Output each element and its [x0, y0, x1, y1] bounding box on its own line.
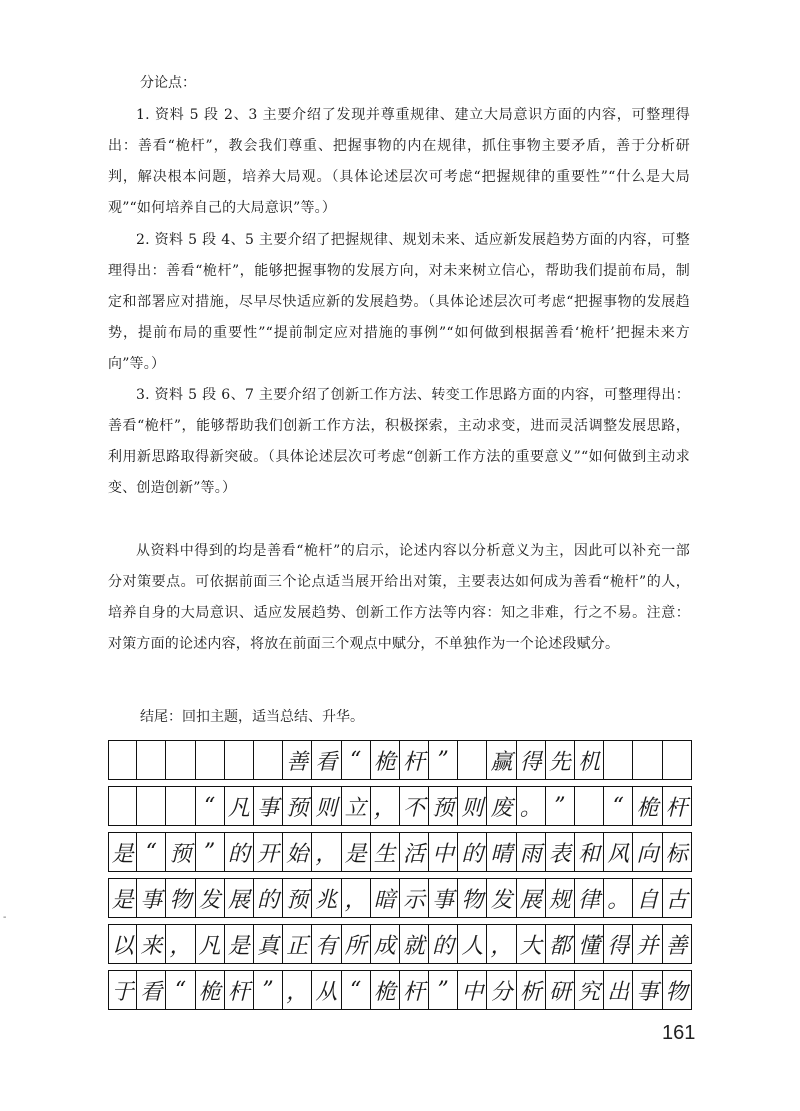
grid-cell: 事	[633, 971, 662, 1009]
grid-cell	[137, 787, 166, 825]
grid-cell: 成	[371, 925, 400, 963]
grid-cell: 立	[342, 787, 371, 825]
grid-cell: ，	[487, 925, 516, 963]
grid-cell: “	[604, 787, 633, 825]
paragraph-point-1: 1. 资料 5 段 2、3 主要介绍了发现并尊重规律、建立大局意识方面的内容，可整理得出：善看“桅杆”，教会我们尊重、把握事物的内在规律，抓住事物主要矛盾，善于分析研判，解决根本问题，培养大局观。（具体论述层次可考虑“把握规律的重要性”“什么是大局观”“如何培养自己的大局意识”等。）	[108, 107, 690, 216]
grid-cell: 不	[400, 787, 429, 825]
grid-cell: 究	[575, 971, 604, 1009]
grid-cell: 物	[458, 879, 487, 917]
grid-cell: 发	[487, 879, 516, 917]
grid-cell	[166, 741, 195, 779]
grid-cell: 示	[400, 879, 429, 917]
ending-line: 结尾：回扣主题，适当总结、升华。	[140, 709, 364, 725]
grid-cell: 预	[429, 787, 458, 825]
grid-cell: 先	[546, 741, 575, 779]
grid-cell: 并	[633, 925, 662, 963]
grid-cell: 看	[137, 971, 166, 1009]
grid-cell: 杆	[400, 741, 429, 779]
grid-cell: 和	[575, 833, 604, 871]
grid-cell	[108, 787, 137, 825]
grid-cell: 是	[225, 925, 254, 963]
grid-cell: ”	[546, 787, 575, 825]
grid-cell: 凡	[196, 925, 225, 963]
page-number: 161	[662, 1022, 696, 1044]
grid-cell: 分	[487, 971, 516, 1009]
grid-cell: 真	[254, 925, 283, 963]
grid-cell: 发	[196, 879, 225, 917]
grid-cell: 的	[458, 833, 487, 871]
grid-cell: ”	[196, 833, 225, 871]
grid-cell: 都	[546, 925, 575, 963]
grid-cell: 事	[429, 879, 458, 917]
grid-cell: 赢	[487, 741, 516, 779]
grid-cell: 物	[663, 971, 692, 1009]
grid-cell: 预	[283, 879, 312, 917]
grid-cell: 开	[254, 833, 283, 871]
grid-cell	[137, 741, 166, 779]
paragraph-point-2: 2. 资料 5 段 4、5 主要介绍了把握规律、规划未来、适应新发展趋势方面的内容，可整理得出：善看“桅杆”，能够把握事物的发展方向，对未来树立信心，帮助我们提前布局，制定和部署应对措施，尽早尽快适应新的发展趋势。（具体论述层次可考虑“把握事物的发展趋势，提前布局的重要性”“提前制定应对措施的事例”“如何做到根据善看‘桅杆’把握未来方向”等。）	[108, 232, 690, 372]
grid-cell: 兆	[312, 879, 341, 917]
grid-row	[108, 786, 692, 826]
grid-cell	[663, 741, 692, 779]
grid-cell: 有	[312, 925, 341, 963]
grid-cell: 展	[517, 879, 546, 917]
grid-cell: 就	[400, 925, 429, 963]
grid-cell: 标	[663, 833, 692, 871]
heading-sub-arguments: 分论点：	[140, 75, 196, 91]
grid-cell: ”	[429, 971, 458, 1009]
grid-cell: 中	[458, 971, 487, 1009]
grid-cell: 得	[604, 925, 633, 963]
grid-cell	[108, 741, 137, 779]
grid-cell	[604, 741, 633, 779]
grid-cell: “	[137, 833, 166, 871]
grid-cell: 桅	[371, 741, 400, 779]
grid-cell: 活	[400, 833, 429, 871]
grid-cell: 懂	[575, 925, 604, 963]
grid-cell: 的	[225, 833, 254, 871]
grid-cell: 凡	[225, 787, 254, 825]
grid-cell: 桅	[371, 971, 400, 1009]
grid-cell	[196, 741, 225, 779]
grid-cell: 则	[312, 787, 341, 825]
grid-cell: 中	[429, 833, 458, 871]
grid-cell: 物	[166, 879, 195, 917]
grid-cell: 的	[429, 925, 458, 963]
grid-cell: “	[342, 741, 371, 779]
grid-cell: 善	[283, 741, 312, 779]
grid-cell: 桅	[196, 971, 225, 1009]
grid-row	[108, 970, 692, 1010]
grid-cell: 析	[517, 971, 546, 1009]
grid-cell: 人	[458, 925, 487, 963]
grid-cell: 是	[108, 879, 137, 917]
grid-cell: 研	[546, 971, 575, 1009]
grid-cell: 向	[633, 833, 662, 871]
grid-cell: 所	[342, 925, 371, 963]
grid-cell: 杆	[225, 971, 254, 1009]
grid-cell: ”	[429, 741, 458, 779]
grid-cell: 从	[312, 971, 341, 1009]
grid-cell: 事	[254, 787, 283, 825]
margin-mark: -	[3, 912, 7, 923]
grid-cell: ，	[312, 833, 341, 871]
grid-cell: 古	[663, 879, 692, 917]
grid-row	[108, 878, 692, 918]
grid-row	[108, 924, 692, 964]
grid-cell	[225, 741, 254, 779]
grid-cell: 始	[283, 833, 312, 871]
grid-cell: 雨	[517, 833, 546, 871]
grid-cell: 是	[342, 833, 371, 871]
grid-cell: 自	[633, 879, 662, 917]
paragraph-countermeasures: 从资料中得到的均是善看“桅杆”的启示，论述内容以分析意义为主，因此可以补充一部分对策要点。可依据前面三个论点适当展开给出对策，主要表达如何成为善看“桅杆”的人，培养自身的大局意识、适应发展趋势、创新工作方法等内容：知之非难，行之不易。注意：对策方面的论述内容，将放在前面三个观点中赋分，不单独作为一个论述段赋分。	[108, 543, 690, 652]
grid-cell: 善	[663, 925, 692, 963]
grid-row	[108, 832, 692, 872]
grid-cell: ，	[371, 787, 400, 825]
grid-cell	[458, 741, 487, 779]
grid-cell: 杆	[663, 787, 692, 825]
grid-cell: “	[196, 787, 225, 825]
grid-cell: 大	[517, 925, 546, 963]
grid-cell: 。	[517, 787, 546, 825]
grid-cell: ，	[342, 879, 371, 917]
grid-cell: 得	[517, 741, 546, 779]
grid-cell: 以	[108, 925, 137, 963]
grid-cell: 晴	[487, 833, 516, 871]
grid-cell: 生	[371, 833, 400, 871]
grid-cell: “	[166, 971, 195, 1009]
grid-cell: 则	[458, 787, 487, 825]
grid-cell: ，	[283, 971, 312, 1009]
grid-cell: 规	[546, 879, 575, 917]
grid-cell: 预	[283, 787, 312, 825]
grid-cell: ，	[166, 925, 195, 963]
grid-row	[108, 740, 692, 780]
grid-cell: ”	[254, 971, 283, 1009]
grid-cell	[254, 741, 283, 779]
grid-cell: 。	[604, 879, 633, 917]
grid-cell: 机	[575, 741, 604, 779]
grid-cell	[166, 787, 195, 825]
grid-cell: 律	[575, 879, 604, 917]
grid-cell: 出	[604, 971, 633, 1009]
grid-cell: 看	[312, 741, 341, 779]
paragraph-point-3: 3. 资料 5 段 6、7 主要介绍了创新工作方法、转变工作思路方面的内容，可整理得出：善看“桅杆”，能够帮助我们创新工作方法，积极探索，主动求变，进而灵活调整发展思路，利用新思路取得新突破。（具体论述层次可考虑“创新工作方法的重要意义”“如何做到主动求变、创造创新”等。）	[108, 387, 690, 496]
grid-cell: 正	[283, 925, 312, 963]
grid-cell: 桅	[633, 787, 662, 825]
grid-cell: 表	[546, 833, 575, 871]
grid-cell: 暗	[371, 879, 400, 917]
grid-cell: 风	[604, 833, 633, 871]
grid-cell	[633, 741, 662, 779]
grid-cell: 来	[137, 925, 166, 963]
grid-cell	[575, 787, 604, 825]
grid-cell: 是	[108, 833, 137, 871]
grid-cell: 于	[108, 971, 137, 1009]
grid-cell: 事	[137, 879, 166, 917]
grid-cell: “	[342, 971, 371, 1009]
grid-cell: 展	[225, 879, 254, 917]
grid-cell: 的	[254, 879, 283, 917]
grid-cell: 废	[487, 787, 516, 825]
grid-cell: 杆	[400, 971, 429, 1009]
grid-cell: 预	[166, 833, 195, 871]
